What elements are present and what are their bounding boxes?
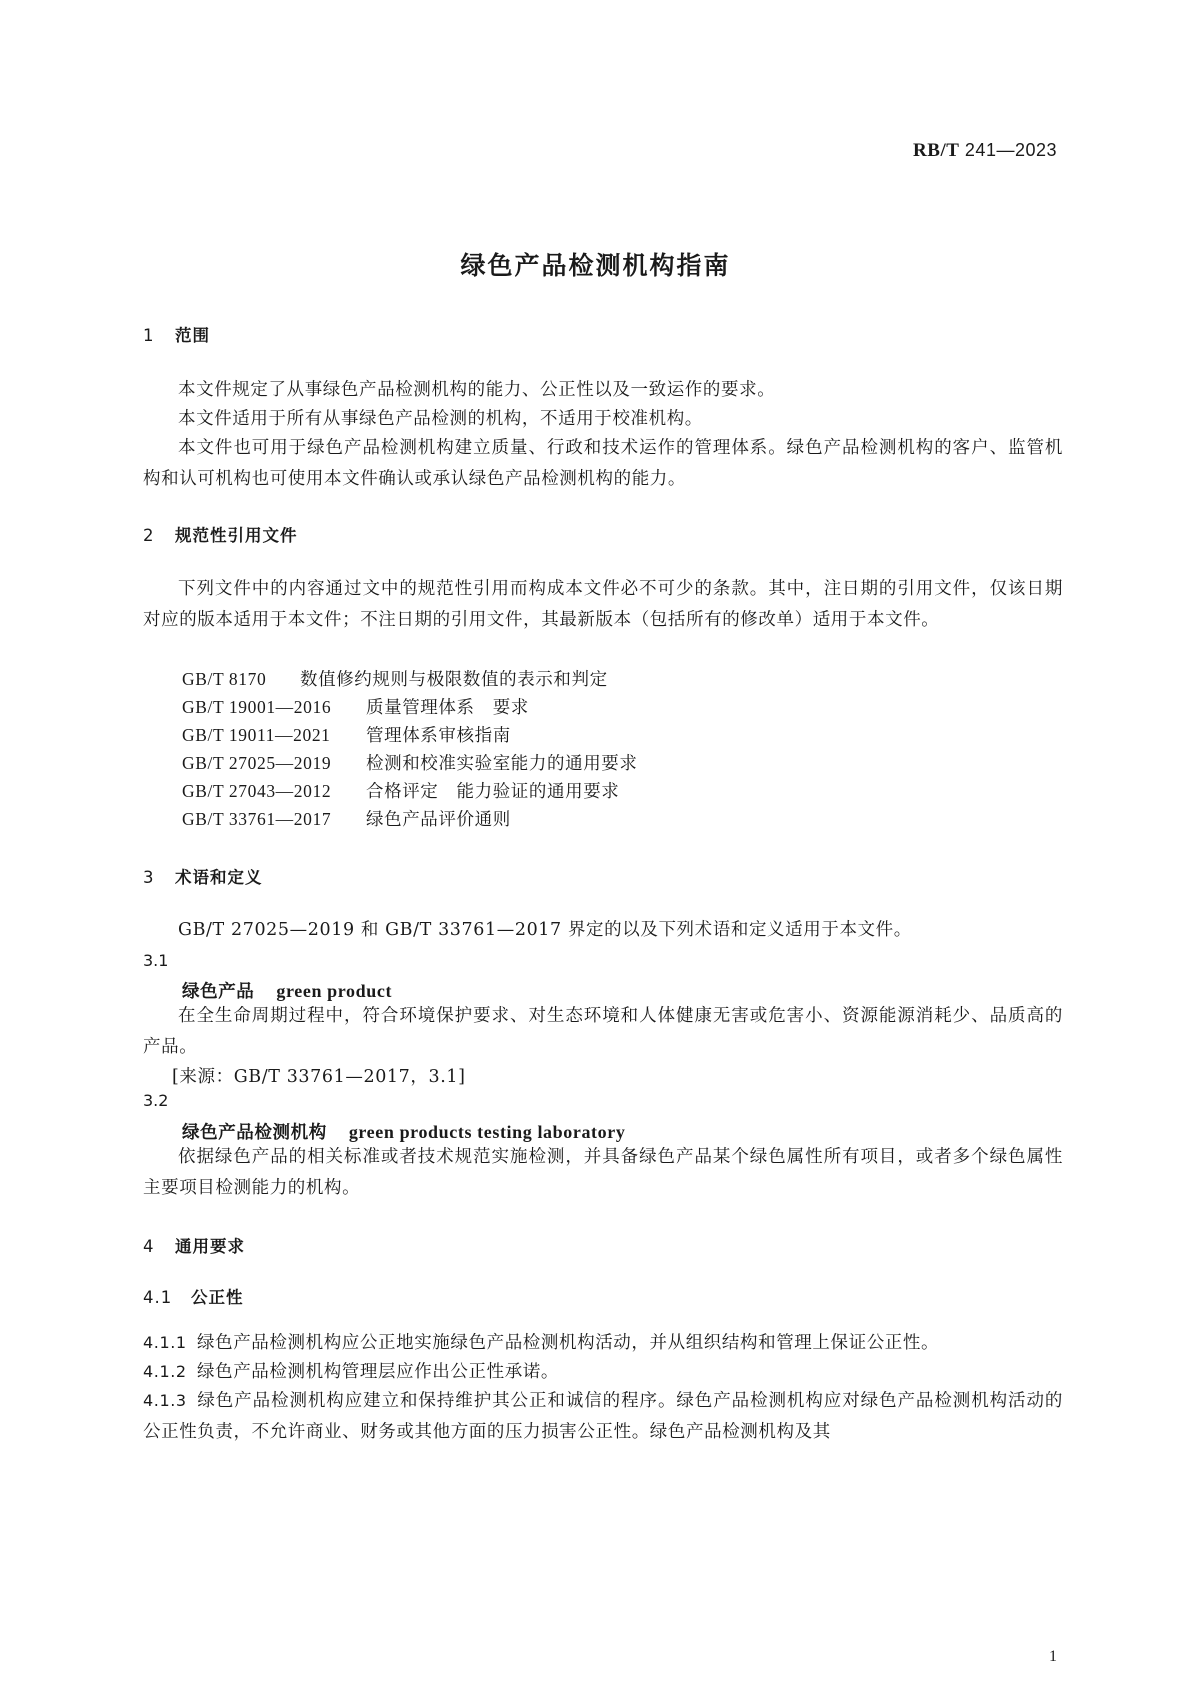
term-definition: 在全生命周期过程中，符合环境保护要求、对生态环境和人体健康无害或危害小、资源能源消耗少、品质高的产品。 <box>143 1006 1063 1057</box>
paragraph: 下列文件中的内容通过文中的规范性引用而构成本文件必不可少的条款。其中，注日期的引用文件，仅该日期对应的版本适用于本文件；不注日期的引用文件，其最新版本（包括所有的修改单）适用于本文件。 <box>143 579 1063 630</box>
paragraph: 本文件适用于所有从事绿色产品检测的机构，不适用于校准机构。 <box>178 409 703 429</box>
term-definition: 依据绿色产品的相关标准或者技术规范实施检测，并具备绿色产品某个绿色属性所有项目，或者多个绿色属性主要项目检测能力的机构。 <box>143 1147 1063 1198</box>
term-entry <box>182 1119 625 1144</box>
section-2-heading <box>143 522 298 546</box>
subsection-title: 公正性 <box>191 1288 244 1307</box>
term-number: 3.1 <box>143 951 169 970</box>
reference-item <box>182 806 511 831</box>
standard-code-prefix: RB/T <box>913 140 960 161</box>
reference-item <box>182 694 529 719</box>
clause <box>143 1356 1063 1388</box>
clause-text: 绿色产品检测机构管理层应作出公正性承诺。 <box>197 1362 559 1382</box>
clause <box>143 1327 1063 1359</box>
paragraph: 本文件也可用于绿色产品检测机构建立质量、行政和技术运作的管理体系。绿色产品检测机构的客户、监管机构和认可机构也可使用本文件确认或承认绿色产品检测机构的能力。 <box>143 438 1063 489</box>
clause-text: 绿色产品检测机构应建立和保持维护其公正和诚信的程序。绿色产品检测机构应对绿色产品检测机构活动的公正性负责，不允许商业、财务或其他方面的压力损害公正性。绿色产品检测机构及其 <box>143 1391 1063 1442</box>
section-number: 1 <box>143 326 155 345</box>
section-number: 4 <box>143 1237 155 1256</box>
reference-title: 检测和校准实验室能力的通用要求 <box>366 754 638 774</box>
term-cn: 绿色产品检测机构 <box>182 1123 327 1143</box>
clause-number: 4.1.1 <box>143 1333 187 1352</box>
subsection-4-1-heading <box>143 1284 244 1308</box>
paragraph: 本文件规定了从事绿色产品检测机构的能力、公正性以及一致运作的要求。 <box>178 380 776 400</box>
reference-title: 数值修约规则与极限数值的表示和判定 <box>300 670 608 690</box>
reference-code: GB/T 27025—2019 <box>182 753 332 773</box>
section-3-heading <box>143 864 263 888</box>
standard-code-number: 241—2023 <box>964 140 1057 160</box>
section-title: 范围 <box>175 326 210 345</box>
term-number: 3.2 <box>143 1091 169 1110</box>
section-4-heading <box>143 1233 245 1257</box>
section-title: 通用要求 <box>175 1237 245 1256</box>
reference-code: GB/T 19011—2021 <box>182 725 331 745</box>
reference-code: GB/T 27043—2012 <box>182 781 332 801</box>
reference-code: GB/T 33761—2017 <box>182 809 332 829</box>
page-number: 1 <box>1049 1648 1057 1665</box>
standard-code <box>913 140 1057 162</box>
reference-title: 管理体系审核指南 <box>366 726 511 746</box>
clause <box>143 1385 1063 1448</box>
reference-item <box>182 722 511 747</box>
term-source: [来源：GB/T 33761—2017，3.1] <box>172 1067 466 1087</box>
clause-text: 绿色产品检测机构应公正地实施绿色产品检测机构活动，并从组织结构和管理上保证公正性。 <box>197 1333 940 1353</box>
reference-title: 质量管理体系 要求 <box>366 698 529 718</box>
section-title: 术语和定义 <box>175 868 263 887</box>
section-1-heading <box>143 322 210 346</box>
clause-number: 4.1.3 <box>143 1391 187 1410</box>
clause-number: 4.1.2 <box>143 1362 187 1381</box>
section-title: 规范性引用文件 <box>175 526 298 545</box>
reference-code: GB/T 8170 <box>182 669 267 689</box>
section-number: 3 <box>143 868 155 887</box>
term-entry <box>182 978 392 1003</box>
reference-item <box>182 666 608 691</box>
term-en: green product <box>276 981 393 1001</box>
term-cn: 绿色产品 <box>182 982 255 1002</box>
reference-title: 绿色产品评价通则 <box>366 810 511 830</box>
term-en: green products testing laboratory <box>348 1122 626 1142</box>
paragraph: GB/T 27025—2019 和 GB/T 33761—2017 界定的以及下列术语和定义适用于本文件。 <box>178 920 912 940</box>
reference-item <box>182 750 638 775</box>
reference-item <box>182 778 619 803</box>
reference-code: GB/T 19001—2016 <box>182 697 332 717</box>
subsection-number: 4.1 <box>143 1288 173 1307</box>
reference-title: 合格评定 能力验证的通用要求 <box>366 782 620 802</box>
section-number: 2 <box>143 526 155 545</box>
document-title: 绿色产品检测机构指南 <box>460 251 731 280</box>
